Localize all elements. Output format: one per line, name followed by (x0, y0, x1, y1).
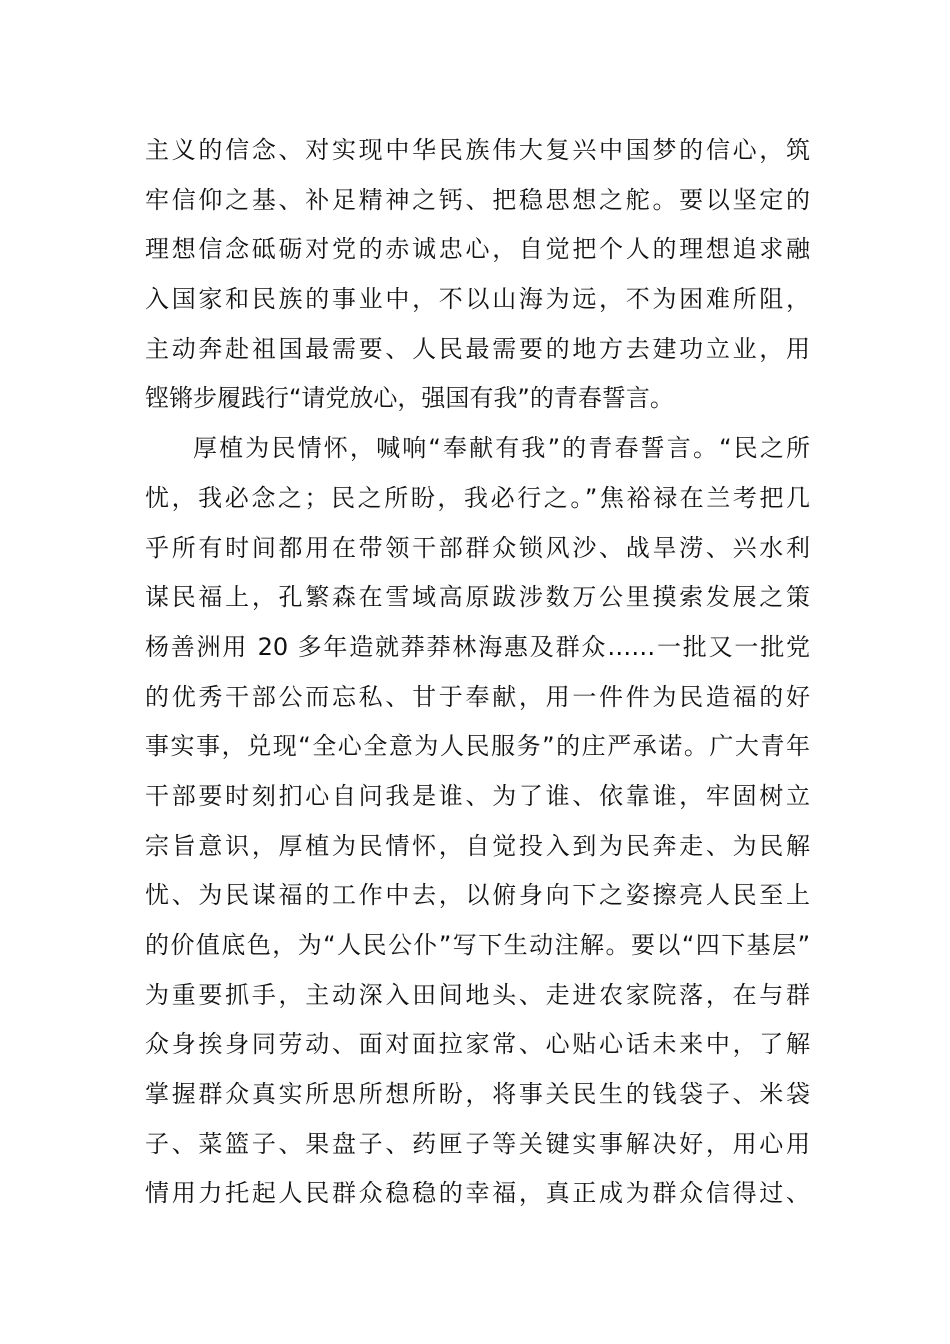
text-line-6-paragraph-end: 铿锵步履践行“请党放心，强国有我”的青春誓言。 (145, 384, 674, 413)
text-line-9: 乎所有时间都用在带领干部群众锁风沙、战旱涝、兴水利 (145, 533, 810, 562)
text-line-22: 情用力托起人民群众稳稳的幸福，真正成为群众信得过、 (145, 1179, 810, 1208)
text-line-17: 的价值底色，为“人民公仆”写下生动注解。要以“四下基层” (145, 931, 810, 959)
text-line-14: 干部要时刻扪心自问我是谁、为了谁、依靠谁，牢固树立 (145, 781, 810, 810)
text-line-11: 杨善洲用 20 多年造就莽莽林海惠及群众……一批又一批党 (145, 632, 810, 661)
text-line-16: 忧、为民谋福的工作中去，以俯身向下之姿擦亮人民至上 (145, 881, 810, 910)
text-line-7-paragraph-start: 厚植为民情怀，喊响“奉献有我”的青春誓言。“民之所 (193, 434, 810, 463)
text-line-3: 理想信念砥砺对党的赤诚忠心，自觉把个人的理想追求融 (145, 235, 810, 264)
text-line-19: 众身挨身同劳动、面对面拉家常、心贴心话未来中，了解 (145, 1030, 810, 1059)
text-line-8: 忧，我必念之；民之所盼，我必行之。”焦裕禄在兰考把几 (145, 483, 810, 512)
body-text (145, 126, 810, 1219)
text-line-4: 入国家和民族的事业中，不以山海为远，不为困难所阻， (145, 285, 810, 314)
text-line-18: 为重要抓手，主动深入田间地头、走进农家院落，在与群 (145, 980, 810, 1009)
text-line-15: 宗旨意识，厚植为民情怀，自觉投入到为民奔走、为民解 (145, 831, 810, 860)
text-line-10: 谋民福上，孔繁森在雪域高原跋涉数万公里摸索发展之策 (145, 583, 810, 612)
text-line-21: 子、菜篮子、果盘子、药匣子等关键实事解决好，用心用 (145, 1129, 810, 1158)
text-line-1: 主义的信念、对实现中华民族伟大复兴中国梦的信心，筑 (145, 136, 810, 164)
text-line-13: 事实事，兑现“全心全意为人民服务”的庄严承诺。广大青年 (145, 732, 810, 761)
text-line-2: 牢信仰之基、补足精神之钙、把稳思想之舵。要以坚定的 (145, 185, 810, 214)
text-line-12: 的优秀干部公而忘私、甘于奉献，用一件件为民造福的好 (145, 682, 810, 711)
text-line-20: 掌握群众真实所思所想所盼，将事关民生的钱袋子、米袋 (145, 1080, 810, 1109)
text-line-5: 主动奔赴祖国最需要、人民最需要的地方去建功立业，用 (145, 334, 810, 363)
